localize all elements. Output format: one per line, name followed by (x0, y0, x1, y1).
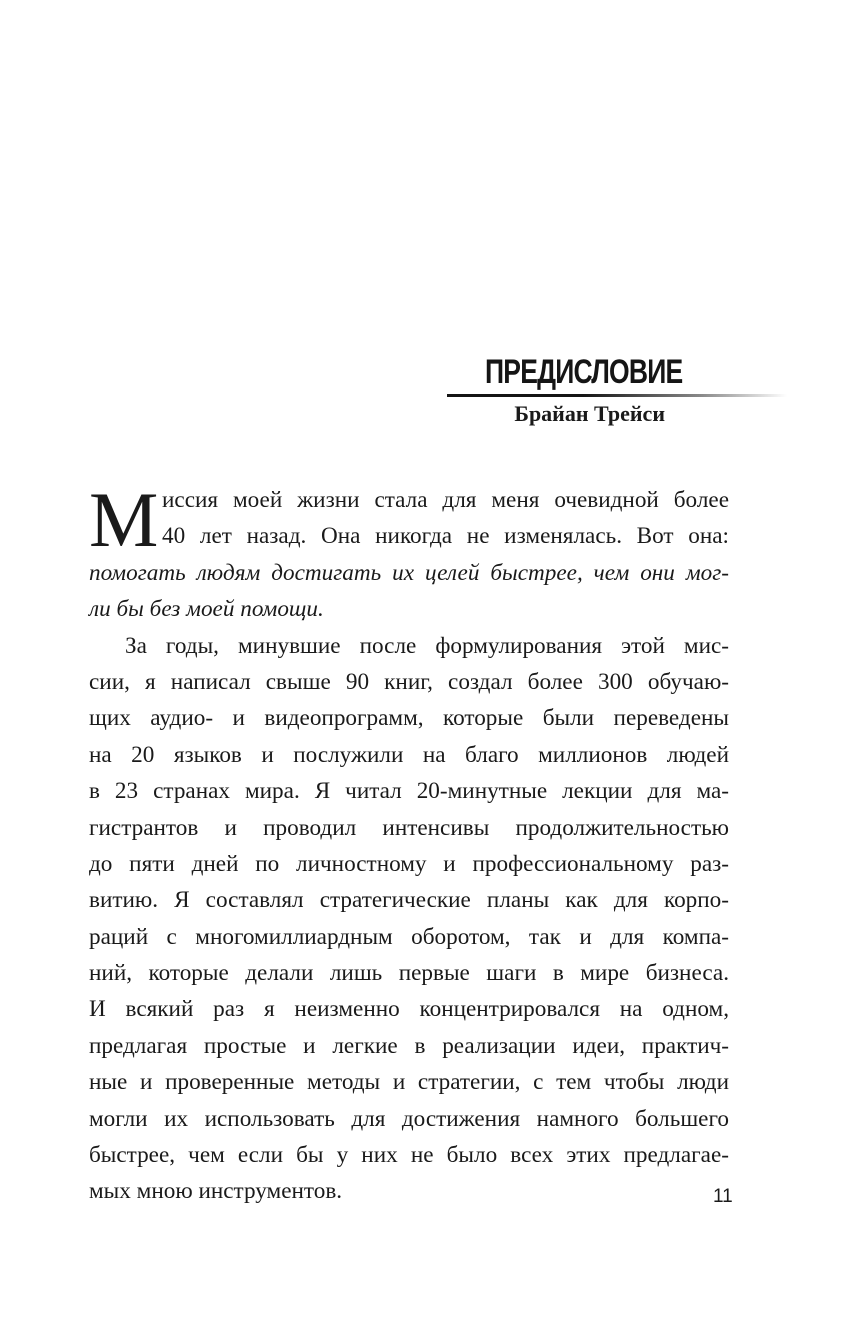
text-line: могли их использовать для достижения намного большего (89, 1105, 729, 1132)
text-line: мых мною инструментов. (89, 1178, 343, 1205)
text-line: ний, которые делали лишь первые шаги в мире бизнеса. (89, 960, 729, 987)
text-line-italic: ли бы без моей помощи. (89, 596, 324, 623)
text-line: в 23 странах мира. Я читал 20-минутные лекции для ма- (89, 778, 729, 805)
chapter-title: ПРЕДИСЛОВИЕ (485, 353, 683, 391)
chapter-author: Брайан Трейси (514, 401, 665, 426)
text-line: гистрантов и проводил интенсивы продолжительностью (89, 814, 729, 841)
text-line: За годы, минувшие после формулирования этой мис- (125, 632, 729, 659)
page-number: 11 (713, 1186, 733, 1207)
drop-cap: М (89, 476, 159, 563)
text-line: до пяти дней по личностному и профессиональному раз- (89, 850, 729, 877)
text-line: И всякий раз я неизменно концентрировался на одном, (89, 996, 729, 1023)
text-line: на 20 языков и послужили на благо миллионов людей (89, 741, 729, 768)
text-line: раций с многомиллиардным оборотом, так и для компа- (89, 923, 729, 950)
text-line-italic: помогать людям достигать их целей быстрее, чем они мог- (89, 559, 729, 586)
text-line: быстрее, чем если бы у них не было всех этих предлагае- (89, 1142, 729, 1169)
text-line: иссия моей жизни стала для меня очевидной более (162, 487, 729, 513)
text-line: щих аудио- и видеопрограмм, которые были переведены (89, 705, 729, 732)
text-line: 40 лет назад. Она никогда не изменялась. Вот она: (162, 523, 729, 550)
text-line: предлагая простые и легкие в реализации идеи, практич- (89, 1032, 729, 1059)
text-line: сии, я написал свыше 90 книг, создал более 300 обучаю- (89, 668, 729, 695)
body-text (89, 476, 729, 1210)
text-line: витию. Я составлял стратегические планы как для корпо- (89, 887, 729, 914)
text-line: ные и проверенные методы и стратегии, с тем чтобы люди (89, 1069, 729, 1096)
